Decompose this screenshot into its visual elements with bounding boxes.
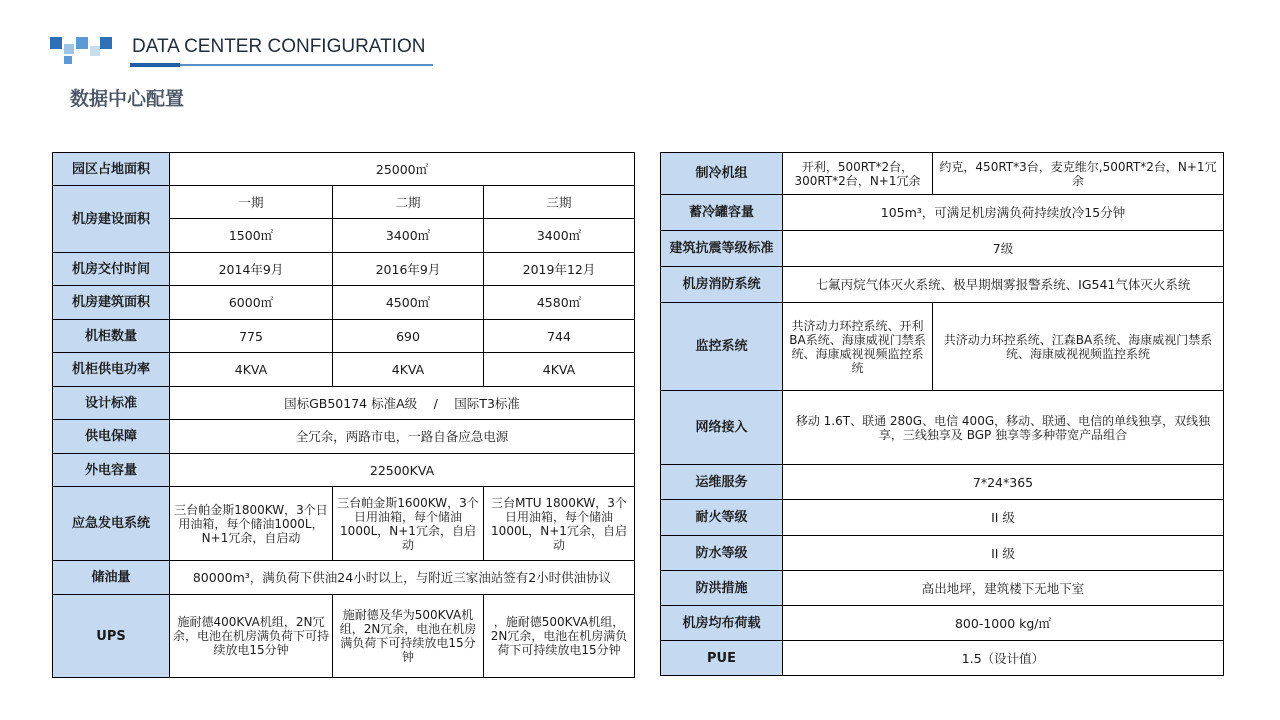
- table-row: [661, 465, 1224, 500]
- row-label: 机房消防系统: [661, 267, 783, 303]
- cell-value: II 级: [783, 500, 1224, 536]
- row-label: 机房交付时间: [53, 253, 170, 286]
- row-label: 耐火等级: [661, 500, 783, 536]
- cell-value: 4KVA: [170, 353, 333, 387]
- table-row: [53, 320, 635, 353]
- table-row: [661, 195, 1224, 231]
- cell-value: 80000m³，满负荷下供油24小时以上，与附近三家油站签有2小时供油协议: [170, 561, 635, 595]
- table-row: [661, 606, 1224, 641]
- row-label: 外电容量: [53, 454, 170, 487]
- cell-value: 6000㎡: [170, 286, 333, 320]
- cell-value: 施耐德及华为500KVA机组，2N冗余，电池在机房满负荷下可持续放电15分钟: [333, 595, 484, 678]
- cell-value: 三台帕金斯1600KW，3个日用油箱，每个储油1000L，N+1冗余，自启动: [333, 487, 484, 561]
- row-label: 应急发电系统: [53, 487, 170, 561]
- cell-value: 开利，500RT*2台，300RT*2台，N+1冗余: [783, 153, 933, 195]
- table-row: [53, 186, 635, 219]
- row-label: UPS: [53, 595, 170, 678]
- table-row: [661, 536, 1224, 571]
- table-row: [661, 571, 1224, 606]
- cell-value: 25000㎡: [170, 153, 635, 186]
- cell-value: 2019年12月: [484, 253, 635, 286]
- table-row: [53, 561, 635, 595]
- row-label: 机房建设面积: [53, 186, 170, 253]
- cell-value: 4500㎡: [333, 286, 484, 320]
- row-label: 机房建筑面积: [53, 286, 170, 320]
- table-row: [661, 153, 1224, 195]
- cell-value: 2016年9月: [333, 253, 484, 286]
- phase-header: 三期: [484, 186, 635, 219]
- row-label: 蓄冷罐容量: [661, 195, 783, 231]
- cell-value: 高出地坪，建筑楼下无地下室: [783, 571, 1224, 606]
- table-row: [53, 387, 635, 420]
- page-title: DATA CENTER CONFIGURATION: [132, 36, 426, 57]
- title-underline-accent: [130, 63, 180, 67]
- page-subtitle: 数据中心配置: [70, 88, 185, 110]
- cell-value: 22500KVA: [170, 454, 635, 487]
- table-row: [661, 267, 1224, 303]
- cell-value: ，施耐德500KVA机组，2N冗余，电池在机房满负荷下可持续放电15分钟: [484, 595, 635, 678]
- cell-value: 3400㎡: [484, 219, 635, 253]
- cell-value: 施耐德400KVA机组，2N冗余，电池在机房满负荷下可持续放电15分钟: [170, 595, 333, 678]
- table-row: [661, 231, 1224, 267]
- table-row: [53, 595, 635, 678]
- row-label: 监控系统: [661, 303, 783, 391]
- left-config-table: [52, 152, 635, 678]
- cell-value: 4KVA: [333, 353, 484, 387]
- cell-value: II 级: [783, 536, 1224, 571]
- row-label: 机柜数量: [53, 320, 170, 353]
- phase-header: 二期: [333, 186, 484, 219]
- cell-value: 2014年9月: [170, 253, 333, 286]
- row-label: 制冷机组: [661, 153, 783, 195]
- row-label: 防水等级: [661, 536, 783, 571]
- cell-value: 1.5（设计值）: [783, 641, 1224, 676]
- cell-value: 4580㎡: [484, 286, 635, 320]
- cell-value: 国标GB50174 标准A级 / 国际T3标准: [170, 387, 635, 420]
- cell-value: 七氟丙烷气体灭火系统、极早期烟雾报警系统、IG541气体灭火系统: [783, 267, 1224, 303]
- cell-value: 移动 1.6T、联通 280G、电信 400G，移动、联通、电信的单线独享，双线独享，三线独享及 BGP 独享等多种带宽产品组合: [783, 391, 1224, 465]
- row-label: 建筑抗震等级标准: [661, 231, 783, 267]
- cell-value: 4KVA: [484, 353, 635, 387]
- table-row: [661, 391, 1224, 465]
- cell-value: 共济动力环控系统、江森BA系统、海康威视门禁系统、海康威视视频监控系统: [933, 303, 1224, 391]
- row-label: 设计标准: [53, 387, 170, 420]
- cell-value: 三台MTU 1800KW，3个日用油箱，每个储油1000L，N+1冗余，自启动: [484, 487, 635, 561]
- table-row: [53, 487, 635, 561]
- cell-value: 775: [170, 320, 333, 353]
- cell-value: 约克，450RT*3台，麦克维尔,500RT*2台，N+1冗余: [933, 153, 1224, 195]
- row-label: 储油量: [53, 561, 170, 595]
- cell-value: 690: [333, 320, 484, 353]
- table-row: [53, 253, 635, 286]
- cell-value: 1500㎡: [170, 219, 333, 253]
- cell-value: 744: [484, 320, 635, 353]
- table-row: [53, 353, 635, 387]
- row-label: 网络接入: [661, 391, 783, 465]
- cell-value: 7*24*365: [783, 465, 1224, 500]
- table-row: [53, 420, 635, 454]
- phase-header: 一期: [170, 186, 333, 219]
- table-row: [53, 153, 635, 186]
- cell-value: 全冗余，两路市电，一路自备应急电源: [170, 420, 635, 454]
- cell-value: 三台帕金斯1800KW，3个日用油箱，每个储油1000L，N+1冗余，自启动: [170, 487, 333, 561]
- row-label: 园区占地面积: [53, 153, 170, 186]
- table-row: [53, 286, 635, 320]
- table-row: [53, 454, 635, 487]
- row-label: PUE: [661, 641, 783, 676]
- row-label: 运维服务: [661, 465, 783, 500]
- table-row: [661, 500, 1224, 536]
- brand-logo-icon: [50, 37, 112, 65]
- row-label: 机房均布荷载: [661, 606, 783, 641]
- table-row: [661, 641, 1224, 676]
- table-row: [661, 303, 1224, 391]
- row-label: 供电保障: [53, 420, 170, 454]
- cell-value: 7级: [783, 231, 1224, 267]
- cell-value: 105m³，可满足机房满负荷持续放冷15分钟: [783, 195, 1224, 231]
- row-label: 防洪措施: [661, 571, 783, 606]
- cell-value: 800-1000 kg/㎡: [783, 606, 1224, 641]
- cell-value: 3400㎡: [333, 219, 484, 253]
- row-label: 机柜供电功率: [53, 353, 170, 387]
- right-config-table: [660, 152, 1224, 676]
- cell-value: 共济动力环控系统、开利BA系统、海康威视门禁系统、海康威视视频监控系统: [783, 303, 933, 391]
